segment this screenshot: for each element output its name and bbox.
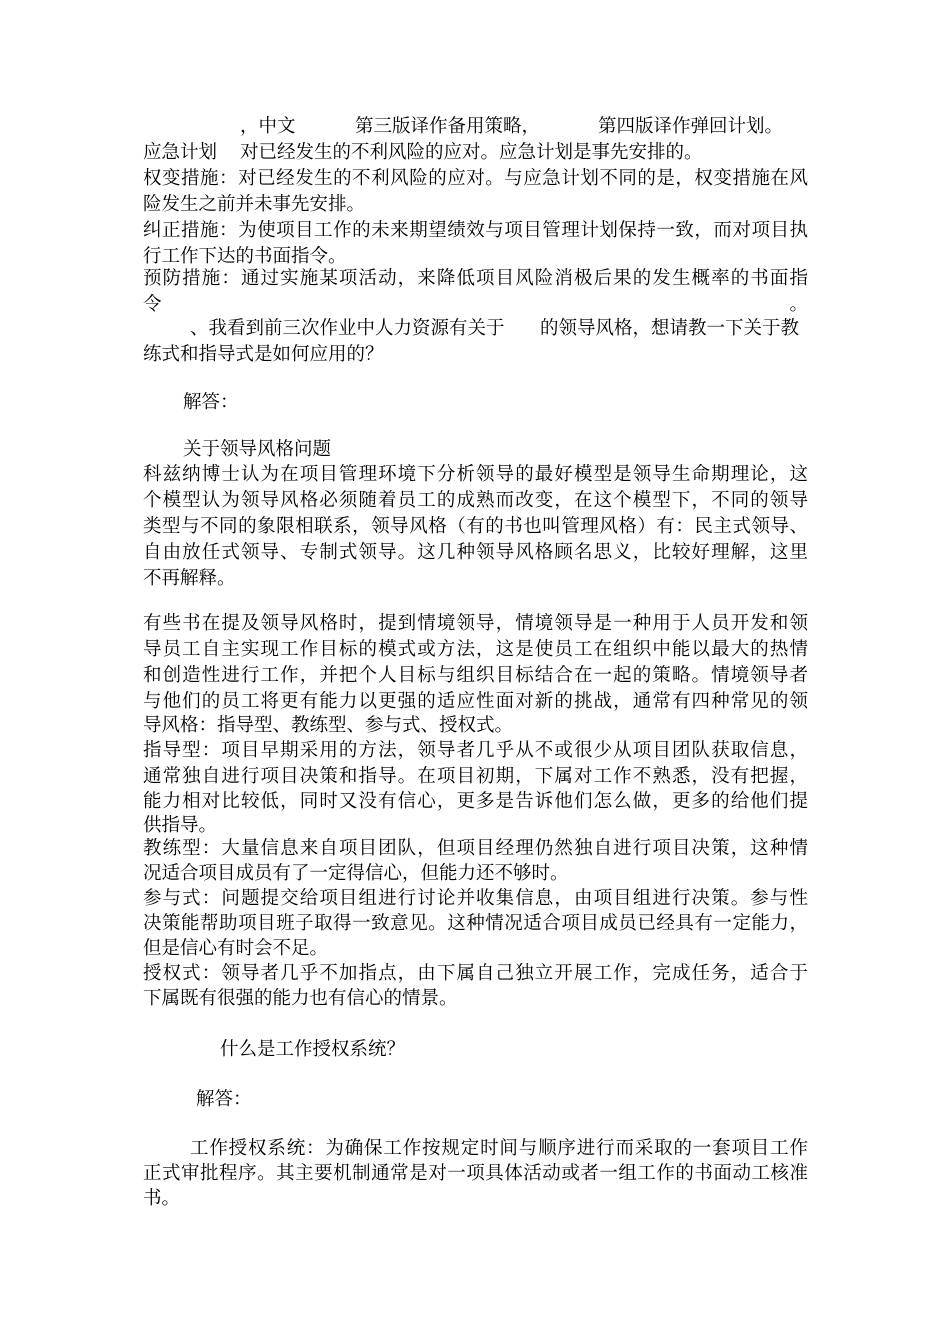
paragraph-line: 通常独自进行项目决策和指导。在项目初期，下属对工作不熟悉，没有把握，	[143, 766, 808, 787]
paragraph-line: 个模型认为领导风格必须随着员工的成熟而改变，在这个模型下，不同的领导	[143, 490, 808, 511]
preventive-action-line: 预防措施：通过实施某项活动，来降低项目风险消极后果的发生概率的书面指令。	[143, 268, 808, 315]
paragraph-line: 下属既有很强的能力也有信心的情景。	[143, 988, 458, 1009]
answer2-label: 解答：	[183, 392, 239, 413]
paragraph-line: 况适合项目成员有了一定得信心，但能力还不够时。	[143, 863, 569, 884]
question2-line2: 练式和指导式是如何应用的？	[143, 344, 384, 365]
paragraph-line: 书。	[143, 1188, 181, 1209]
paragraph-line: 决策能帮助项目班子取得一致意见。这种情况适合项目成员已经具有一定能力，	[143, 913, 808, 934]
paragraph-line: 自由放任式领导、专制式领导。这几种领导风格顾名思义，比较好理解，这里	[143, 542, 808, 563]
workaround-line-2: 险发生之前并未事先安排。	[143, 194, 366, 215]
paragraph-line: 不再解释。	[143, 568, 236, 589]
paragraph-line: 类型与不同的象限相联系，领导风格（有的书也叫管理风格）有：民主式领导、	[143, 516, 808, 537]
paragraph-line: 导员工自主实现工作目标的模式或方法，这是使员工在组织中能以最大的热情	[143, 639, 808, 660]
paragraph-line: 供指导。	[143, 815, 218, 836]
section1-line1-part-a: ，中文	[240, 116, 296, 137]
paragraph-line: 能力相对比较低，同时又没有信心，更多是告诉他们怎么做，更多的给他们提	[143, 791, 808, 812]
section1-line1-part-b: 第三版译作备用策略，	[355, 116, 541, 137]
contingency-plan-term: 应急计划	[143, 142, 218, 163]
question2-line1-part-a: 、我看到前三次作业中人力资源有关于	[190, 318, 505, 339]
paragraph-line: 与他们的员工将更有能力以更强的适应性面对新的挑战，通常有四种常见的领	[143, 691, 808, 712]
paragraph-line: 工作授权系统：为确保工作按规定时间与顺序进行而采取的一套项目工作	[190, 1138, 808, 1159]
paragraph-line: 正式审批程序。其主要机制通常是对一项具体活动或者一组工作的书面动工核准	[143, 1163, 808, 1184]
answer2-heading: 关于领导风格问题	[183, 439, 332, 460]
paragraph-line: 参与式：问题提交给项目组进行讨论并收集信息，由项目组进行决策。参与性	[143, 888, 808, 909]
corrective-action-line-2: 行工作下达的书面指令。	[143, 246, 347, 267]
paragraph-line: 导风格：指导型、教练型、参与式、授权式。	[143, 715, 514, 736]
answer3-label: 解答：	[196, 1089, 252, 1110]
paragraph-line: 指导型：项目早期采用的方法，领导者几乎从不或很少从项目团队获取信息，	[143, 740, 808, 761]
paragraph-line: 有些书在提及领导风格时，提到情境领导，情境领导是一种用于人员开发和领	[143, 613, 808, 634]
question3-text: 什么是工作授权系统？	[220, 1039, 406, 1060]
workaround-line-1: 权变措施：对已经发生的不利风险的应对。与应急计划不同的是，权变措施在风	[143, 168, 808, 189]
contingency-plan-definition: 对已经发生的不利风险的应对。应急计划是事先安排的。	[240, 142, 703, 163]
paragraph-line: 和创造性进行工作，并把个人目标与组织目标结合在一起的策略。情境领导者	[143, 665, 808, 686]
paragraph-line: 教练型：大量信息来自项目团队，但项目经理仍然独自进行项目决策，这种情	[143, 838, 808, 859]
paragraph-line: 科兹纳博士认为在项目管理环境下分析领导的最好模型是领导生命期理论，这	[143, 464, 808, 485]
paragraph-line: 授权式：领导者几乎不加指点，由下属自己独立开展工作，完成任务，适合于	[143, 963, 808, 984]
corrective-action-line-1: 纠正措施：为使项目工作的未来期望绩效与项目管理计划保持一致，而对项目执	[143, 220, 808, 241]
section1-line1-part-c: 第四版译作弹回计划。	[598, 116, 784, 137]
question2-line1-part-b: 的领导风格，想请教一下关于教	[540, 318, 800, 339]
paragraph-line: 但是信心有时会不足。	[143, 938, 329, 959]
